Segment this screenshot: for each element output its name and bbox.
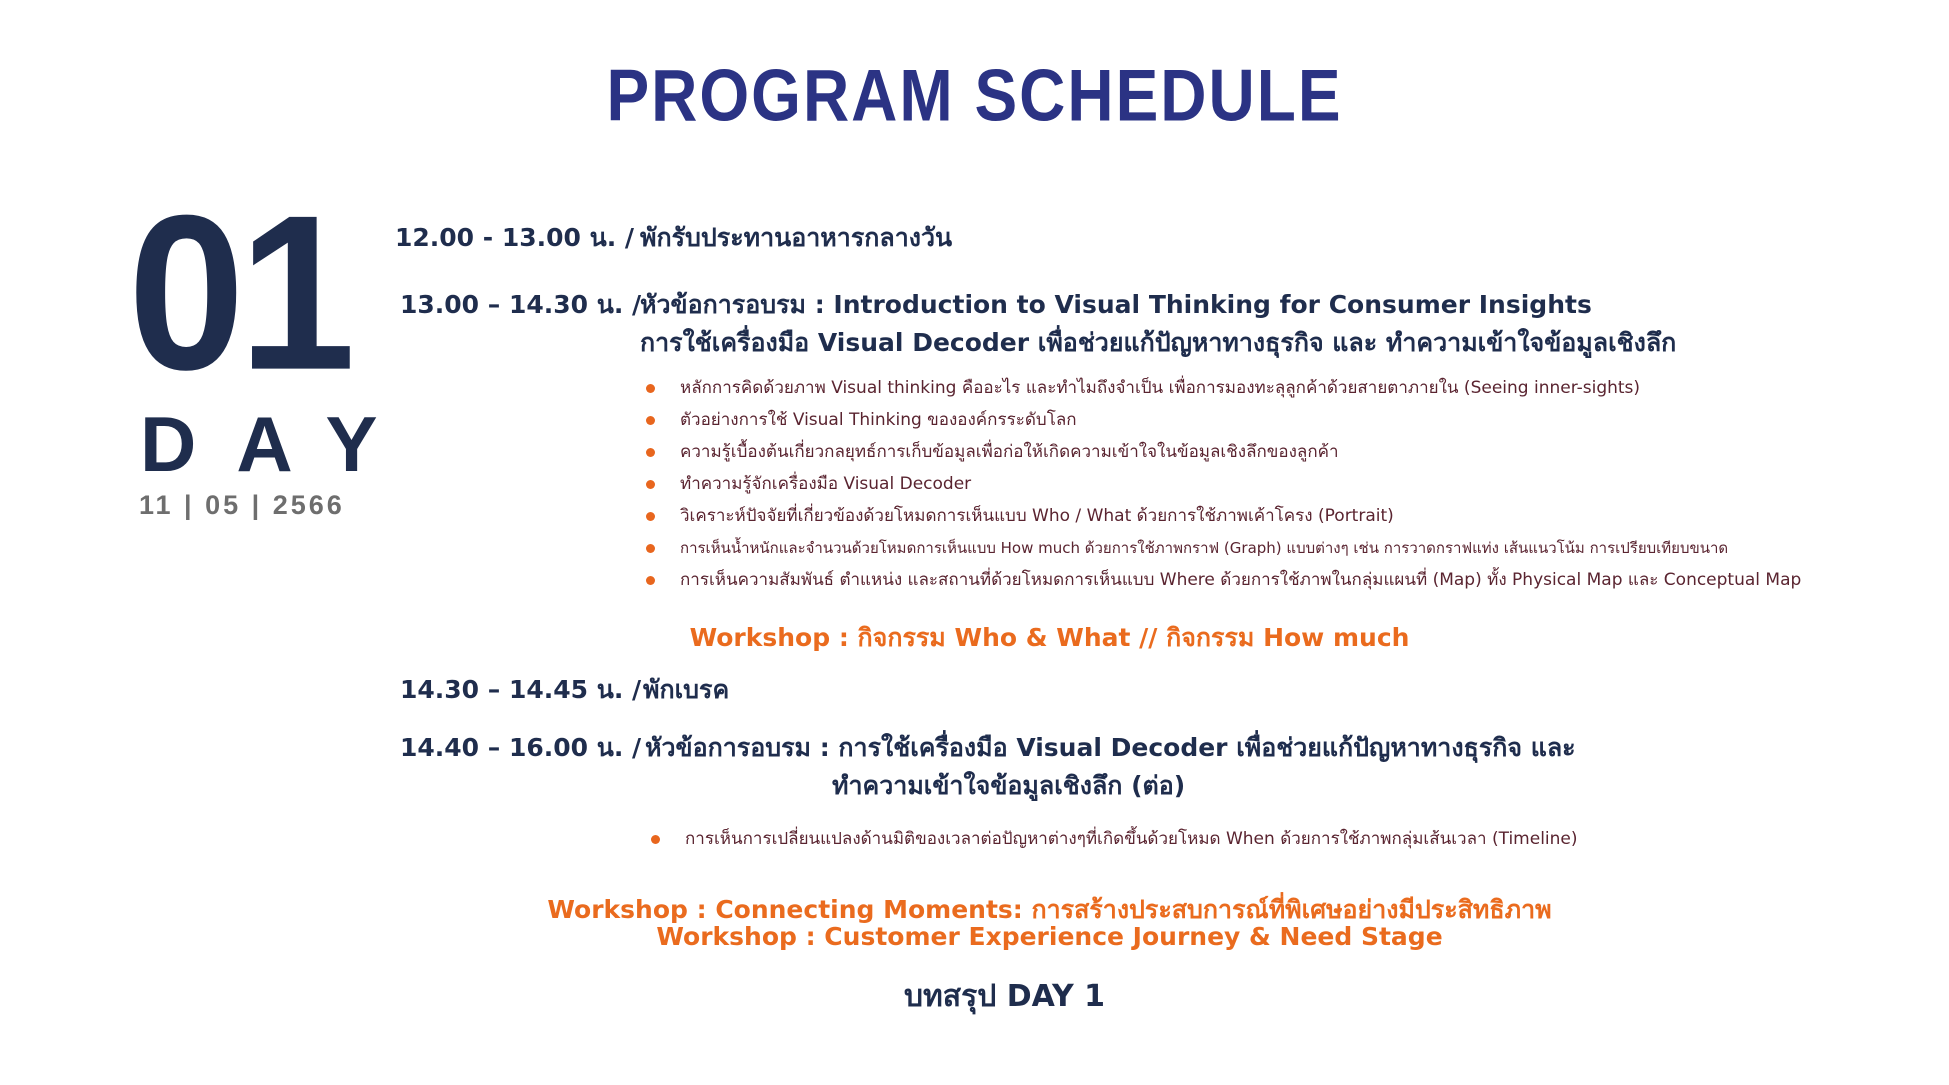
list-item: [645, 823, 1578, 855]
list-item: [640, 532, 1801, 564]
list-item: [640, 468, 1801, 500]
bullet-icon: [646, 384, 655, 393]
list-item: [640, 500, 1801, 532]
list-item: [640, 372, 1801, 404]
session-4-topic-line1: หัวข้อการอบรม : การใช้เครื่องมือ Visual Decoder เพื่อช่วยแก้ปัญหาทางธุรกิจ และ: [645, 733, 1576, 762]
session-1-time: 12.00 - 13.00 น. /: [395, 223, 635, 252]
bullet-icon: [646, 448, 655, 457]
session-2-topic-line1: หัวข้อการอบรม : Introduction to Visual Thinking for Consumer Insights: [640, 290, 1592, 319]
session-2-bullet-list: [640, 372, 1801, 596]
session-2-topic-line2: การใช้เครื่องมือ Visual Decoder เพื่อช่วยแก้ปัญหาทางธุรกิจ และ ทำความเข้าใจข้อมูลเชิงลึก: [640, 328, 1677, 357]
bullet-icon: [646, 512, 655, 521]
bullet-text: การเห็นความสัมพันธ์ ตำแหน่ง และสถานที่ด้วยโหมดการเห็นแบบ Where ด้วยการใช้ภาพในกลุ่มแผนที่ (Map) ทั้ง Physical Map และ Conceptual Map: [680, 570, 1802, 590]
session-3-topic: พักเบรค: [643, 675, 730, 704]
bullet-text: ความรู้เบื้องต้นเกี่ยวกลยุทธ์การเก็บข้อมูลเพื่อก่อให้เกิดความเข้าใจในข้อมูลเชิงลึกของลูกค้า: [680, 442, 1339, 462]
list-item: [640, 564, 1801, 596]
bullet-icon: [646, 416, 655, 425]
bullet-text: วิเคราะห์ปัจจัยที่เกี่ยวข้องด้วยโหมดการเห็นแบบ Who / What ด้วยการใช้ภาพเค้าโครง (Portrait): [680, 506, 1394, 526]
day-summary: บทสรุป DAY 1: [903, 979, 1106, 1014]
bullet-icon: [646, 544, 655, 553]
bullet-text: ตัวอย่างการใช้ Visual Thinking ขององค์กรระดับโลก: [680, 410, 1077, 430]
day-date: 11 | 05 | 2566: [139, 490, 345, 520]
session-4-topic-line2: ทำความเข้าใจข้อมูลเชิงลึก (ต่อ): [832, 771, 1186, 800]
bullet-icon: [646, 576, 655, 585]
bullet-text: การเห็นการเปลี่ยนแปลงด้านมิติของเวลาต่อปัญหาต่างๆที่เกิดขึ้นด้วยโหมด When ด้วยการใช้ภาพกลุ่มเส้นเวลา (Timeline): [685, 829, 1578, 849]
session-4-workshop-1: Workshop : Connecting Moments: การสร้างประสบการณ์ที่พิเศษอย่างมีประสิทธิภาพ: [547, 895, 1552, 924]
bullet-text: ทำความรู้จักเครื่องมือ Visual Decoder: [680, 474, 972, 494]
session-2-workshop: Workshop : กิจกรรม Who & What // กิจกรรม How much: [689, 623, 1410, 652]
session-2-time: 13.00 – 14.30 น. /: [400, 290, 642, 319]
bullet-text: หลักการคิดด้วยภาพ Visual thinking คืออะไร และทำไมถึงจำเป็น เพื่อการมองทะลุลูกค้าด้วยสายตาภายใน (Seeing inner-sights): [680, 378, 1641, 398]
day-label: DAY: [140, 400, 418, 488]
bullet-text: การเห็นน้ำหนักและจำนวนด้วยโหมดการเห็นแบบ How much ด้วยการใช้ภาพกราฟ (Graph) แบบต่างๆ เช่น การวาดกราฟแท่ง เส้นแนวโน้ม การเปรียบเทียบขนาด: [680, 539, 1729, 557]
bullet-icon: [646, 480, 655, 489]
session-3-time: 14.30 – 14.45 น. /: [400, 675, 642, 704]
list-item: [640, 404, 1801, 436]
list-item: [640, 436, 1801, 468]
session-4-bullet-list: [645, 823, 1578, 855]
bullet-icon: [651, 835, 660, 844]
page-title: PROGRAM SCHEDULE: [606, 53, 1343, 137]
session-1-topic: พักรับประทานอาหารกลางวัน: [640, 223, 953, 252]
session-4-workshop-2: Workshop : Customer Experience Journey & Need Stage: [656, 922, 1443, 951]
session-4-time: 14.40 – 16.00 น. /: [400, 733, 642, 762]
day-number: 01: [128, 169, 350, 416]
